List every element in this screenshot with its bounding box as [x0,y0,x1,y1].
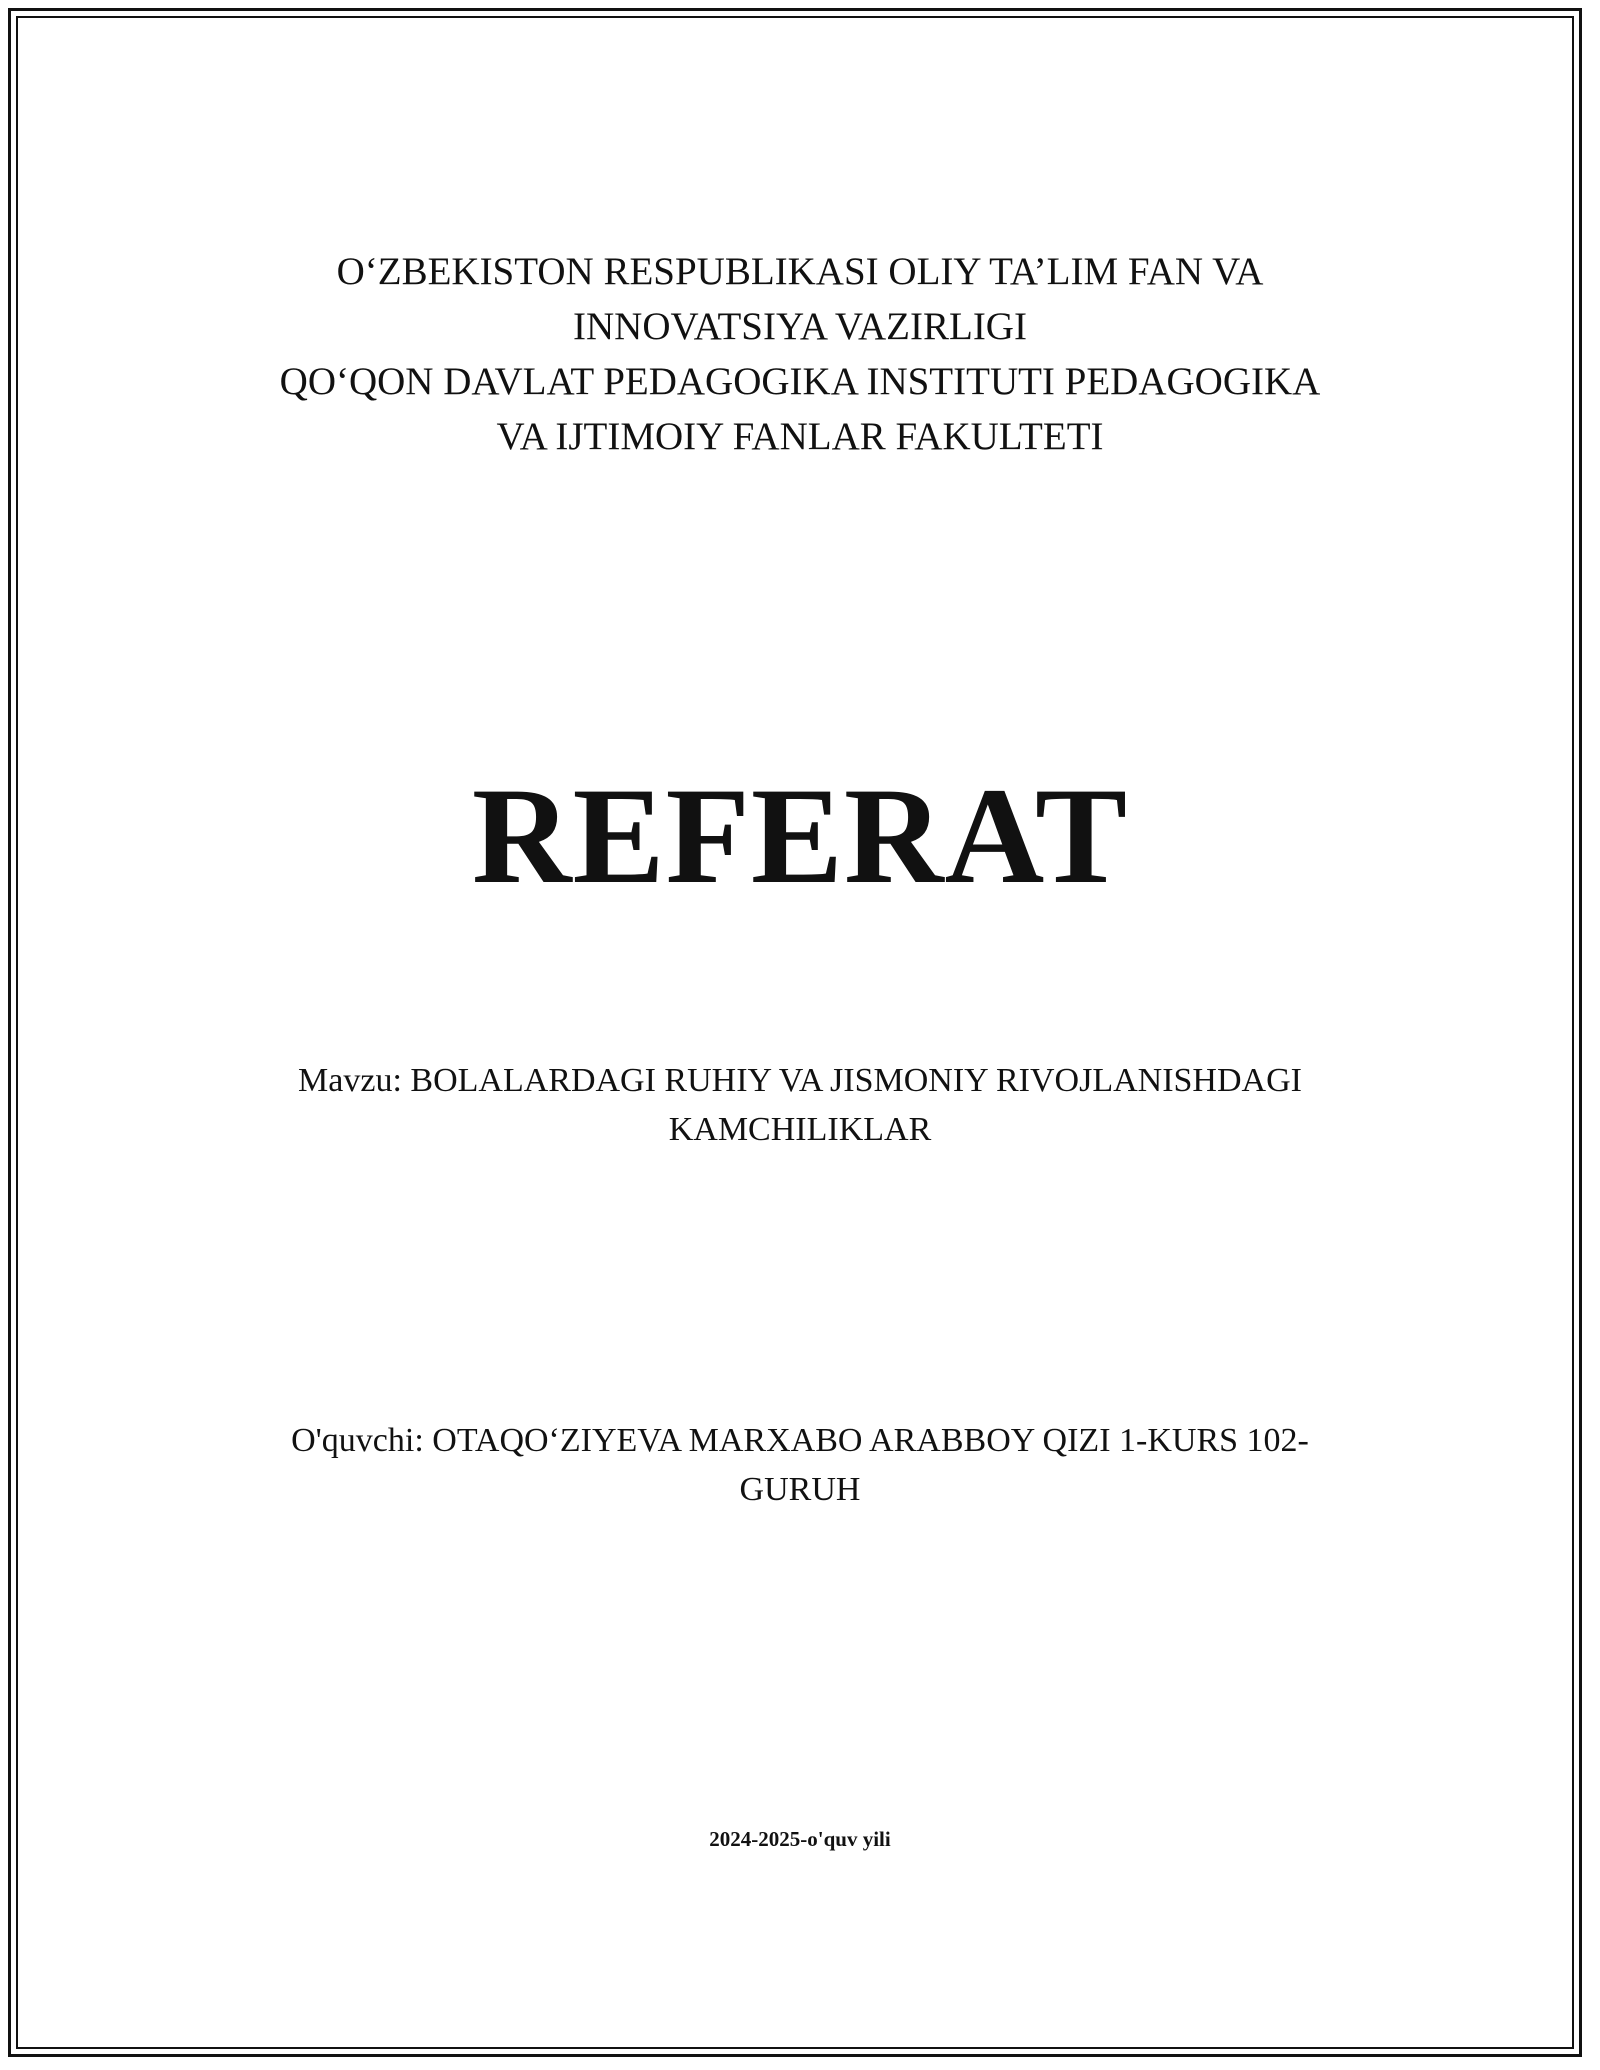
topic-line-2: KAMCHILIKLAR [668,1111,932,1148]
topic-block [0,1056,1600,1154]
academic-year: 2024-2025-o'quv yili [709,1827,891,1851]
header-line-4: VA IJTIMOIY FANLAR FAKULTETI [496,415,1104,458]
header-line-1: O‘ZBEKISTON RESPUBLIKASI OLIY TA’LIM FAN VA [336,250,1264,293]
document-title: REFERAT [471,759,1129,912]
header-line-2: INNOVATSIYA VAZIRLIGI [573,305,1027,348]
topic-line-1: Mavzu: BOLALARDAGI RUHIY VA JISMONIY RIVOJLANISHDAGI [298,1062,1302,1099]
student-line-2: GURUH [739,1471,861,1508]
student-line-1: O'quvchi: OTAQO‘ZIYEVA MARXABO ARABBOY QIZI 1-KURS 102- [291,1422,1309,1459]
header-line-3: QO‘QON DAVLAT PEDAGOGIKA INSTITUTI PEDAGOGIKA [279,360,1321,403]
student-block [0,1416,1600,1514]
institution-header [0,244,1600,464]
